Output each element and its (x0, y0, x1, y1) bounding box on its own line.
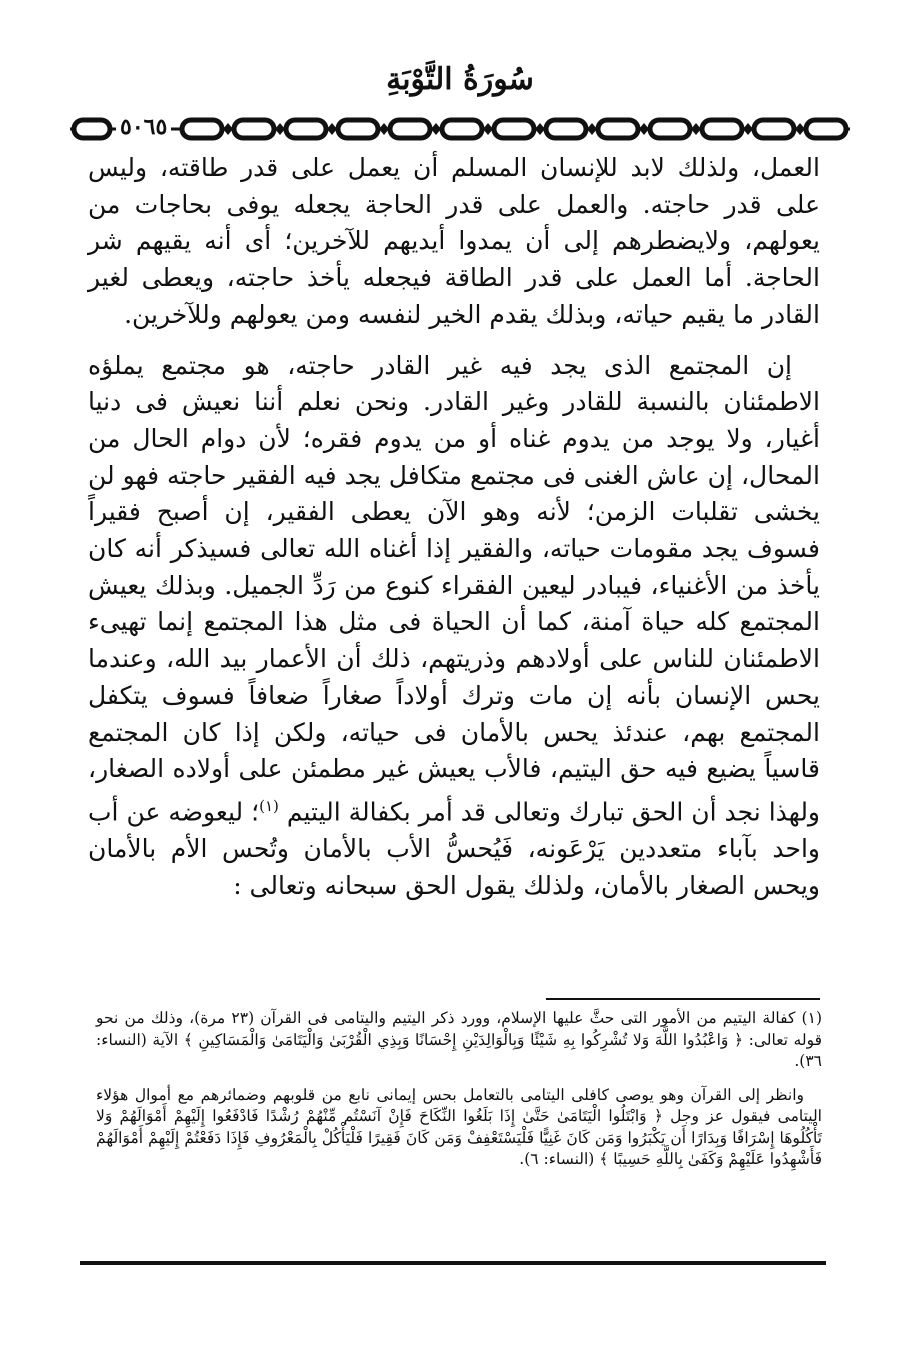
footnotes (96, 1008, 822, 1171)
footnote-divider (546, 998, 820, 1000)
paragraph-text: إن المجتمع الذى يجد فيه غير القادر حاجته، هو مجتمع يملؤه الاطمئنان بالنسبة للقادر وغير القادر. ونحن نعلم أننا نعيش فى دنيا أغيار، ولا يوجد من يدوم غناه أو من يدوم فقره؛ لأن دوام الحال من المحال، إن عاش الغنى فى مجتمع متكافل يجد فيه الفقير حاجته فهو لن يخشى تقلبات الزمن؛ لأنه وهو الآن يعطى الفقير، إن أصبح فقيراً فسوف يجد مقومات حياته، والفقير إذا أغناه الله تعالى فسيذكر أنه كان يأخذ من الأغنياء، فيبادر ليعين الفقراء كنوع من رَدِّ الجميل. وبذلك يعيش المجتمع كله حياة آمنة، كما أن الحياة فى مثل هذا المجتمع إنما تهيىء الاطمئنان للناس على أولادهم وذريتهم، ذلك أن الأعمار بيد الله، وعندما يحس الإنسان بأنه إن مات وترك أولاداً صغاراً ضعافاً فسوف يتكفل المجتمع بهم، عندئذ يحس بالأمان فى حياته، ولكن إذا كان المجتمع قاسياً يضيع فيه حق اليتيم، فالأب يعيش غير مطمئن على أولاده الصغار، ولهذا نجد أن الحق تبارك وتعالى قد أمر بكفالة اليتيم (88, 350, 821, 827)
page-number: ٥٠٦٥ (116, 114, 171, 140)
paragraph-text: ؛ ليعوضه عن أب واحد بآباء متعددين يَرْعَونه، فَيُحسُّ الأب بالأمان وتُحس الأم بالأمان ويحس الصغار بالأمان، ولذلك يقول الحق سبحانه وتعالى : (88, 797, 820, 900)
footnote-ref: (١) (259, 796, 279, 815)
footnote: وانظر إلى القرآن وهو يوصى كافلى اليتامى بالتعامل بحس إيمانى نابع من قلوبهم وضمائرهم مع أموال هؤلاء اليتامى فيقول عز وجل ﴿ وَابْتَلُوا الْيَتَامَىٰ حَتَّىٰ إِذَا بَلَغُوا النِّكَاحَ فَإِنْ آنَسْتُم مِّنْهُمْ رُشْدًا فَادْفَعُوا إِلَيْهِمْ أَمْوَالَهُمْ وَلا تَأْكُلُوهَا إِسْرَافًا وَبِدَارًا أَن يَكْبَرُوا وَمَن كَانَ غَنِيًّا فَلْيَسْتَعْفِفْ وَمَن كَانَ فَقِيرًا فَلْيَأْكُلْ بِالْمَعْرُوفِ فَإِذَا دَفَعْتُمْ إِلَيْهِمْ أَمْوَالَهُمْ فَأَشْهِدُوا عَلَيْهِمْ وَكَفَىٰ بِاللَّهِ حَسِيبًا ﴾ (النساء: ٦). (96, 1085, 822, 1168)
paragraph: العمل، ولذلك لابد للإنسان المسلم أن يعمل على قدر طاقته، وليس على قدر حاجته. والعمل على قدر الحاجة يجعله يوفى بحاجات من يعولهم، ولايضطرهم إلى أن يمدوا أيديهم للآخرين؛ أى أنه يقيهم شر الحاجة. أما العمل على قدر الطاقة فيجعله يأخذ حاجته، ويعطى لغير القادر ما يقيم حياته، وبذلك يقدم الخير لنفسه ومن يعولهم وللآخرين. (88, 153, 820, 329)
bottom-rule (80, 1261, 826, 1265)
ornamental-border-icon (70, 112, 850, 146)
footnote: (١) كفالة اليتيم من الأمور التى حثَّ عليها الإسلام، وورد ذكر اليتيم واليتامى فى القرآن (٢٣ مرة)، وذلك من نحو قوله تعالى: ﴿ وَاعْبُدُوا اللَّهَ وَلا تُشْرِكُوا بِهِ شَيْئًا وَبِالْوَالِدَيْنِ إِحْسَانًا وَبِذِي الْقُرْبَىٰ وَالْيَتَامَىٰ وَالْمَسَاكِينِ ﴾ الآية (النساء: ٣٦). (96, 1009, 822, 1070)
paragraph (88, 348, 820, 905)
main-text (88, 150, 820, 904)
surah-title: سُورَةُ التَّوْبَةِ (386, 62, 534, 97)
